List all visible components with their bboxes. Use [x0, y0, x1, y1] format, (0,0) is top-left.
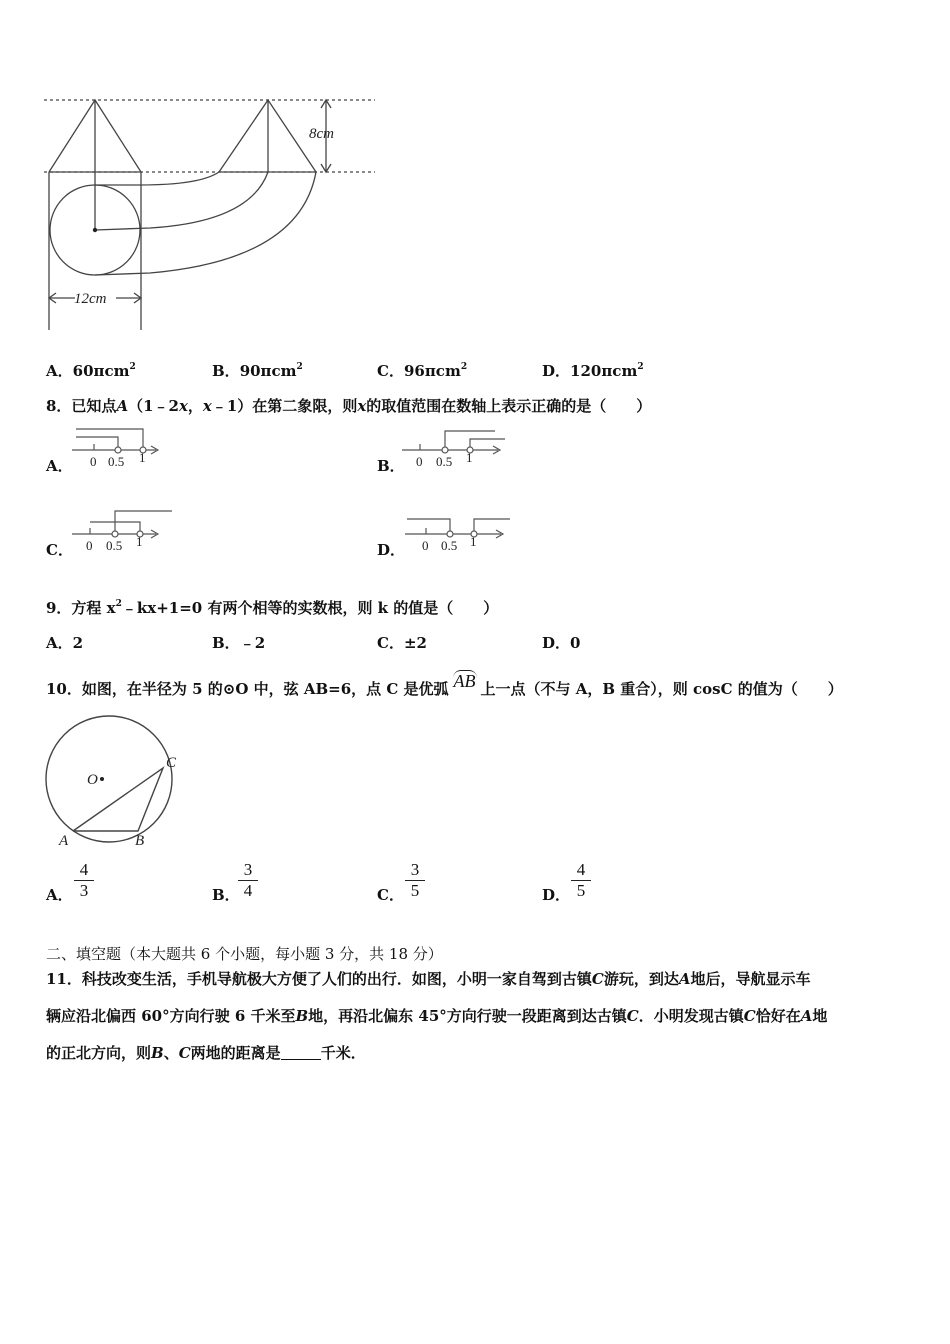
circle-chord-figure [42, 718, 182, 848]
q7-option-d: D．120πcm$^2$ [542, 362, 644, 380]
q10-option-b-letter: B． [212, 886, 240, 904]
answer-blank[interactable] [281, 1045, 321, 1060]
tick-0-5: 0.5 [436, 454, 453, 469]
q8-option-a-letter: A． [46, 457, 73, 475]
q9-option-c: C．±2 [377, 634, 427, 652]
label-o: O [87, 772, 98, 788]
tick-0-5: 0.5 [441, 538, 458, 553]
q10-option-d-letter: D． [542, 886, 571, 904]
q10-option-c-fraction: $\frac{3}{5}$ [405, 860, 425, 901]
q10-stem: 10．如图，在半径为 5 的⊙O 中，弦 AB=6，点 C 是优弧 AB 上一点（不与 A，B 重合），则 cosC 的值为（ ） [46, 671, 843, 698]
q9-option-b: B．﹣2 [212, 634, 266, 652]
arc-ab-label: AB [453, 671, 476, 691]
number-line-c [70, 508, 190, 553]
tick-0: 0 [90, 454, 97, 469]
tick-1: 1 [139, 450, 146, 465]
tick-0: 0 [422, 538, 429, 553]
tick-1: 1 [466, 450, 473, 465]
tick-0: 0 [416, 454, 423, 469]
section-2-heading: 二、填空题（本大题共 6 个小题，每小题 3 分，共 18 分） [46, 945, 443, 963]
q8-stem: 8．已知点A（1﹣2x，x﹣1）在第二象限，则x的取值范围在数轴上表示正确的是（ ） [46, 397, 652, 415]
q10-option-b-fraction: $\frac{3}{4}$ [238, 860, 258, 901]
q7-option-b: B．90πcm$^2$ [212, 362, 303, 380]
q11-line-2: 辆应沿北偏西 60°方向行驶 6 千米至B地，再沿北偏东 45°方向行驶一段距离到达古镇C．小明发现古镇C恰好在A地 [46, 1007, 828, 1025]
q10-option-c-letter: C． [377, 886, 404, 904]
number-line-d [403, 508, 523, 553]
tick-1: 1 [136, 534, 143, 549]
q7-option-a: A．60πcm$^2$ [46, 362, 136, 380]
q10-option-d-fraction: $\frac{4}{5}$ [571, 860, 591, 901]
tick-0: 0 [86, 538, 93, 553]
q11-line-3: 的正北方向，则B、C两地的距离是 千米． [46, 1044, 366, 1062]
q9-option-a: A．2 [46, 634, 84, 652]
label-a: A [59, 833, 69, 849]
q10-option-a-fraction: $\frac{4}{3}$ [74, 860, 94, 901]
label-c: C [166, 755, 177, 771]
q9-option-d: D．0 [542, 634, 581, 652]
q8-option-c-letter: C． [46, 541, 73, 559]
q11-line-1: 11．科技改变生活，手机导航极大方便了人们的出行．如图，小明一家自驾到古镇C游玩，到达A地后，导航显示车 [46, 970, 811, 988]
number-line-b [400, 424, 520, 469]
q7-option-c: C．96πcm$^2$ [377, 362, 468, 380]
q10-option-a-letter: A． [46, 886, 73, 904]
tick-0-5: 0.5 [108, 454, 125, 469]
label-b: B [135, 833, 145, 849]
tick-1: 1 [470, 534, 477, 549]
cone-three-view-figure [0, 0, 950, 340]
width-label: 12cm [74, 291, 107, 307]
number-line-a [70, 424, 180, 469]
q8-option-b-letter: B． [377, 457, 405, 475]
height-label: 8cm [309, 126, 334, 142]
tick-0-5: 0.5 [106, 538, 123, 553]
q8-option-d-letter: D． [377, 541, 406, 559]
q9-stem: 9．方程 $x^2﹣kx+1=0$ 有两个相等的实数根，则 k 的值是（ ） [46, 599, 499, 617]
